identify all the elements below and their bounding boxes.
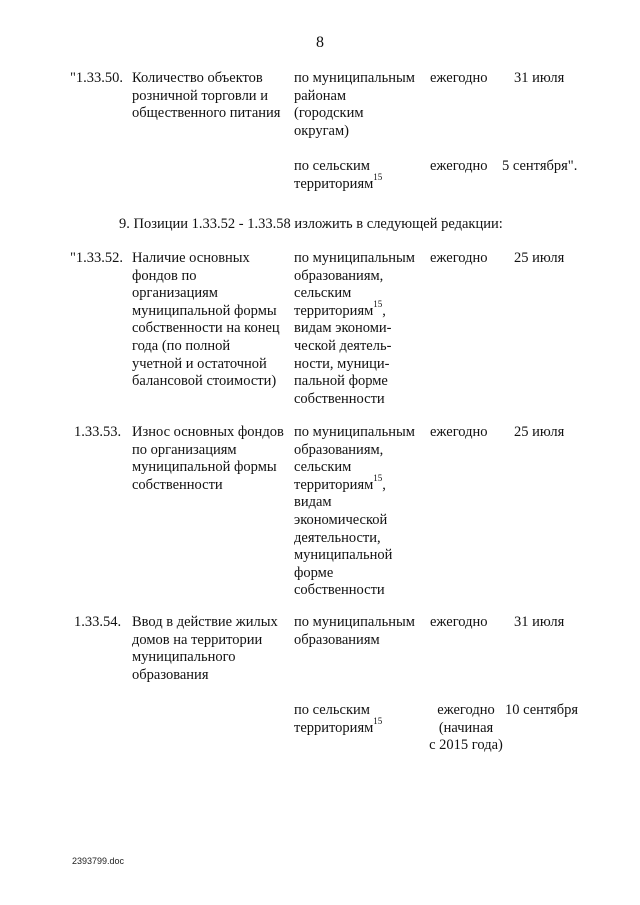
level-line: территориям: [294, 476, 374, 493]
frequency-line: (начиная: [438, 719, 494, 736]
name-line: года (по полной: [132, 337, 231, 354]
footnote-ref: 15: [373, 298, 383, 309]
name-line: по организациям: [132, 441, 237, 458]
level-line: экономической: [294, 511, 388, 528]
entry-date: 5 сентября".: [502, 158, 578, 174]
entry-name: [132, 424, 297, 494]
entry-frequency: ежегодно: [430, 424, 488, 440]
name-line: организациям: [132, 285, 218, 302]
instruction-text: 9. Позиции 1.33.52 - 1.33.58 изложить в следующей редакции:: [119, 216, 503, 232]
entry-frequency: ежегодно: [430, 250, 488, 266]
level-line: сельским: [294, 459, 352, 476]
punctuation: ,: [382, 302, 386, 319]
page-number: 8: [316, 34, 324, 51]
level-line: районам: [294, 87, 347, 104]
footnote-ref: 15: [373, 472, 383, 483]
level-line: по муниципальным: [294, 424, 415, 440]
level-line: видам: [294, 494, 332, 511]
level-line: по муниципальным: [294, 614, 415, 630]
entry-name: [132, 614, 297, 684]
name-line: Количество объектов: [132, 70, 263, 86]
entry-level: [294, 614, 424, 649]
entry-date: 25 июля: [514, 250, 565, 266]
entry-number: 1.33.54.: [74, 614, 122, 630]
level-line: по сельским: [294, 158, 370, 174]
entry-date: 31 июля: [514, 70, 565, 86]
level-line: образованиям: [294, 631, 380, 648]
entry-frequency: ежегодно: [430, 158, 488, 174]
frequency-line: с 2015 года): [429, 737, 503, 754]
name-line: собственности на конец: [132, 320, 280, 337]
name-line: домов на территории: [132, 631, 263, 648]
entry-level: [294, 250, 424, 408]
frequency-line: ежегодно: [437, 702, 495, 718]
level-line: собственности: [294, 582, 385, 599]
level-line: ческой деятель-: [294, 337, 392, 354]
entry-number: "1.33.52.: [70, 250, 124, 266]
name-line: общественного питания: [132, 105, 281, 122]
entry-number: 1.33.53.: [74, 424, 122, 440]
level-line: территориям: [294, 175, 374, 192]
entry-date: 31 июля: [514, 614, 565, 630]
level-line: видам экономи-: [294, 320, 392, 337]
entry-name: [132, 70, 297, 123]
level-line: деятельности,: [294, 529, 381, 546]
entry-date: 25 июля: [514, 424, 565, 440]
level-line: по сельским: [294, 702, 370, 718]
entry-level: [294, 70, 424, 140]
entry-frequency: ежегодно: [430, 70, 488, 86]
level-line: по муниципальным: [294, 70, 415, 86]
name-line: образования: [132, 666, 209, 683]
level-line: сельским: [294, 285, 352, 302]
document-footer: 2393799.doc: [72, 856, 125, 866]
name-line: муниципального: [132, 649, 236, 666]
name-line: муниципальной формы: [132, 302, 277, 319]
footnote-ref: 15: [373, 171, 383, 182]
name-line: розничной торговли и: [132, 87, 268, 104]
entry-level: [294, 424, 424, 600]
name-line: муниципальной формы: [132, 459, 277, 476]
level-line: территориям: [294, 302, 374, 319]
level-line: образованиям,: [294, 267, 384, 284]
level-line: форме: [294, 564, 334, 581]
name-line: фондов по: [132, 267, 197, 284]
level-line: пальной форме: [294, 373, 388, 390]
name-line: Износ основных фондов: [132, 424, 284, 440]
level-line: собственности: [294, 390, 385, 407]
name-line: учетной и остаточной: [132, 355, 267, 372]
punctuation: ,: [382, 476, 386, 493]
entry-name: [132, 250, 297, 391]
entry-level: [294, 158, 424, 193]
level-line: территориям: [294, 719, 374, 736]
name-line: Ввод в действие жилых: [132, 614, 278, 630]
entry-frequency: [427, 702, 505, 755]
level-line: округам): [294, 122, 349, 139]
name-line: Наличие основных: [132, 250, 250, 266]
name-line: балансовой стоимости): [132, 373, 277, 390]
entry-date: 10 сентября: [505, 702, 579, 718]
entry-level: [294, 702, 424, 737]
level-line: ности, муници-: [294, 355, 390, 372]
level-line: образованиям,: [294, 441, 384, 458]
footnote-ref: 15: [373, 715, 383, 726]
level-line: муниципальной: [294, 547, 393, 564]
level-line: по муниципальным: [294, 250, 415, 266]
level-line: (городским: [294, 105, 364, 122]
entry-number: "1.33.50.: [70, 70, 124, 86]
name-line: собственности: [132, 476, 223, 493]
entry-frequency: ежегодно: [430, 614, 488, 630]
